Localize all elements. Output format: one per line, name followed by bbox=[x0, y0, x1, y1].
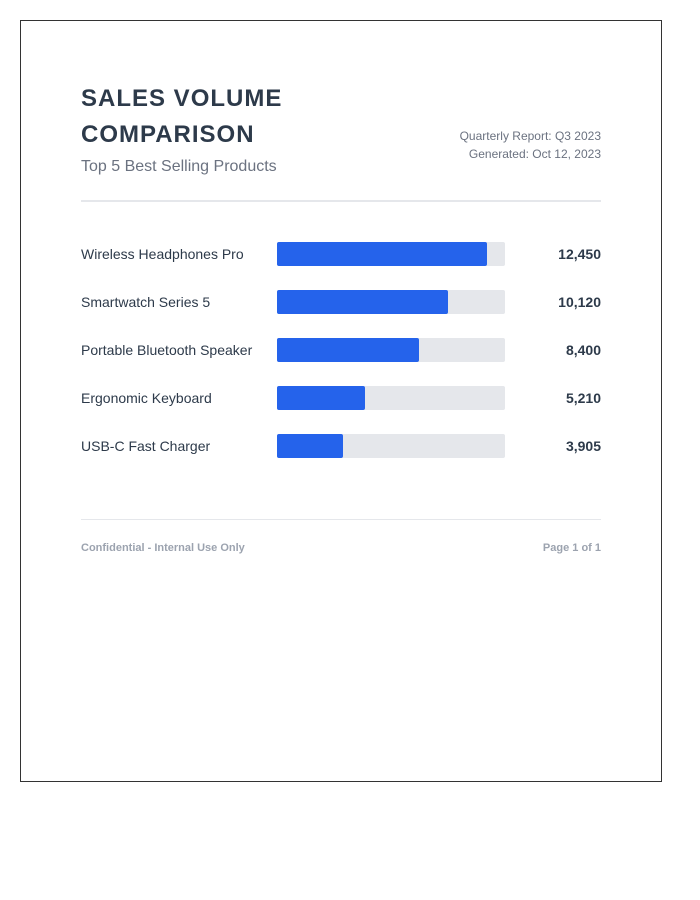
bar-track bbox=[277, 434, 505, 458]
report-page bbox=[20, 20, 662, 782]
bar-value-label: 5,210 bbox=[565, 390, 601, 406]
bar bbox=[277, 290, 448, 314]
chart-row bbox=[81, 242, 601, 266]
bar-label: USB-C Fast Charger bbox=[81, 438, 211, 454]
chart-row bbox=[81, 386, 601, 410]
confidential-note: Confidential - Internal Use Only bbox=[81, 542, 245, 554]
report-meta bbox=[451, 127, 601, 163]
page-subtitle: Top 5 Best Selling Products bbox=[81, 158, 277, 175]
chart-row bbox=[81, 290, 601, 314]
bar bbox=[277, 434, 343, 458]
bar bbox=[277, 338, 419, 362]
bar-label: Wireless Headphones Pro bbox=[81, 246, 244, 262]
bar-chart bbox=[81, 242, 601, 482]
chart-row bbox=[81, 434, 601, 458]
bar-track bbox=[277, 242, 505, 266]
bar-label: Portable Bluetooth Speaker bbox=[81, 342, 253, 358]
bar-track bbox=[277, 386, 505, 410]
bar bbox=[277, 386, 365, 410]
bar bbox=[277, 242, 487, 266]
page-number: Page 1 of 1 bbox=[542, 542, 601, 554]
generated-date: Generated: Oct 12, 2023 bbox=[468, 147, 601, 161]
report-content bbox=[81, 81, 601, 554]
report-header bbox=[81, 81, 601, 202]
bar-track bbox=[277, 338, 505, 362]
bar-value-label: 12,450 bbox=[558, 246, 601, 262]
report-period: Quarterly Report: Q3 2023 bbox=[459, 129, 601, 143]
bar-value-label: 8,400 bbox=[565, 342, 601, 358]
chart-row bbox=[81, 338, 601, 362]
report-footer bbox=[81, 519, 601, 554]
bar-value-label: 3,905 bbox=[565, 438, 601, 454]
page-title: SALES VOLUME COMPARISON bbox=[81, 85, 283, 148]
bar-label: Ergonomic Keyboard bbox=[81, 390, 212, 406]
bar-track bbox=[277, 290, 505, 314]
bar-label: Smartwatch Series 5 bbox=[81, 294, 211, 310]
bar-value-label: 10,120 bbox=[558, 294, 601, 310]
